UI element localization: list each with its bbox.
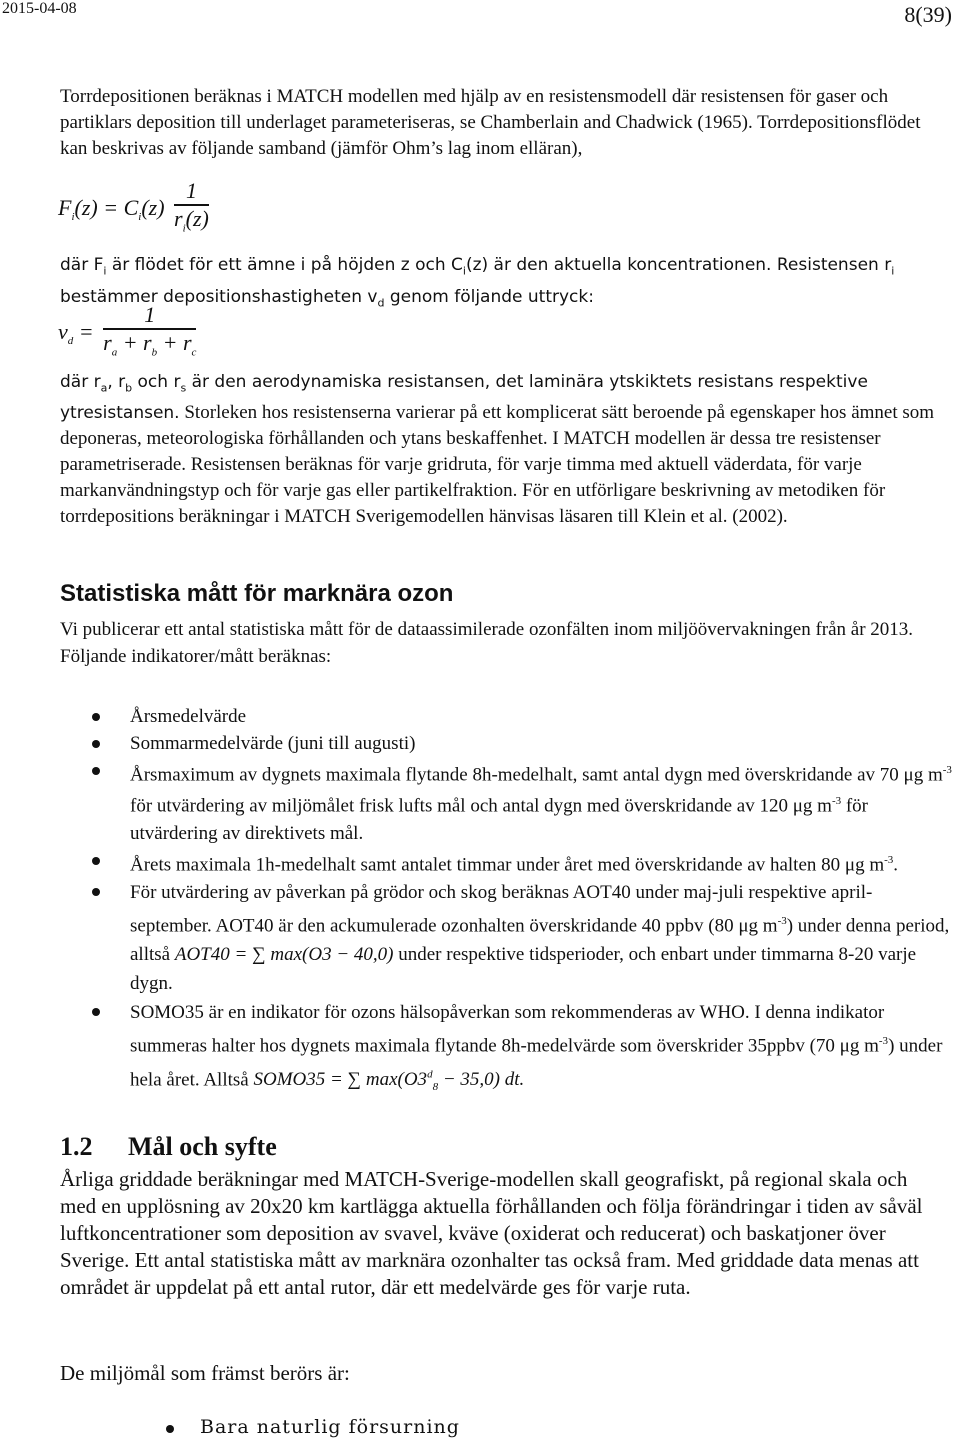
list-item: Årsmedelvärde: [92, 703, 952, 730]
equation-flux: $F_i(z) = C_i(z)$ $\frac{1}{r_i(z)}$: [58, 178, 209, 235]
header-date: 2015-04-08: [2, 0, 77, 17]
list-item: För utvärdering av påverkan på grödor och skog beräknas AOT40 under maj-juli respektive april-september. AOT40 är den ackumulerade ozonhalten överskridande 40 ppbv (80 μg $m^{-3}$) under denna period, alltså AOT40 = ∑ max(O3 − 40,0) under respektive tidsperioder, och enbart under timmarna 8-20 varje dygn.: [92, 878, 952, 998]
list-item: SOMO35 är en indikator för ozons hälsopåverkan som rekommenderas av WHO. I denna indikator summeras halter hos dygnets maximala flytande 8h-medelvärde som överskrider 35ppbv (70 μg $m^{-3}$) under hela året. Alltså SOMO35 = ∑ $\max(O3^d_8 - 35,0)$ dt.: [92, 998, 952, 1101]
paragraph-resistances: där $r_a$, $r_b$ och $r_s$ är den aerodynamiska resistansen, det laminära ytskiktets resistans respektive ytresistansen. Storleken hos resistenserna varierar på ett komplicerat sätt beroende på egenskaper hos ämnet som deponeras, meteorologiska förhållanden och ytans beskaffenhet. I MATCH modellen är dessa tre resistenser parametriserade. Resistensen beräknas för varje gridruta, för varje timma med aktuell väderdata, för varje markanvändningstyp och för varje gas eller partikelfraktion. För en utförligare beskrivning av metodiken för torrdepositions beräkningar i MATCH Sverigemodellen hänvisas läsaren till Klein et al. (2002).: [60, 372, 935, 528]
paragraph-ozone-intro: Vi publicerar ett antal statistiska mått för de dataassimilerade ozonfälten inom miljöövervakningen från år 2013. Följande indikatorer/mått beräknas:: [60, 619, 914, 667]
bullet-icon: [92, 1008, 100, 1016]
paragraph-dry-deposition: Torrdepositionen beräknas i MATCH modellen med hjälp av en resistensmodell där resistensen för gaser och partiklars deposition till underlaget parameteriseras, se Chamberlain and Chadwick (1965). Torrdepositionsflödet kan beskrivas av följande samband (jämför Ohm’s lag inom elläran),: [60, 86, 921, 159]
bullet-icon: [92, 767, 100, 775]
list-item: Årets maximala 1h-medelhalt samt antalet timmar under året med överskridande av halten 80 μg $m^{-3}$.: [92, 847, 952, 878]
list-item: Sommarmedelvärde (juni till augusti): [92, 730, 952, 757]
bullet-icon: [92, 740, 100, 748]
section-heading-goals: 1.2 Mål och syfte: [60, 1132, 277, 1161]
equation-somo35: SOMO35 = ∑ $\max(O3^d_8 - 35,0)$ dt.: [253, 1068, 525, 1093]
bullet-icon: [166, 1425, 174, 1433]
equation-aot40: AOT40 = ∑ max(O3 − 40,0): [174, 944, 394, 966]
header-page-number: 8(39): [904, 2, 952, 27]
list-item: Bara naturlig försurning: [166, 1416, 460, 1438]
paragraph-environment-goals: De miljömål som främst berörs är:: [60, 1361, 350, 1385]
bullet-icon: [92, 888, 100, 896]
paragraph-goals: Årliga griddade beräkningar med MATCH-Sverige-modellen skall geografiskt, på regional skala och med en upplösning av 20x20 km kartlägga aktuella förhållanden och följa förändringar i tiden av såväl luftkoncentrationer som deposition av svavel, kväve (oxiderat och reducerat) och baskatjoner över Sverige. Ett antal statistiska mått av marknära ozonhalter tas också fram. Med griddade data menas att området är uppdelat på ett antal rutor, där ett medelvärde ges för varje ruta.: [60, 1167, 923, 1299]
list-item: Årsmaximum av dygnets maximala flytande 8h-medelhalt, samt antal dygn med överskridande av 70 μg $m^{-3}$ för utvärdering av miljömålet frisk lufts mål och antal dygn med överskridande av 120 μg $m^{-3}$ för utvärdering av direktivets mål.: [92, 757, 952, 847]
paragraph-flux-description: där $F_i$ är flödet för ett ämne i på höjden z och $C_i(z)$ är den aktuella koncentrationen. Resistensen $r_i$ bestämmer depositionshastigheten $v_d$ genom följande uttryck:: [60, 255, 895, 310]
indicator-list: [92, 703, 952, 1102]
bullet-icon: [92, 857, 100, 865]
environment-goal-list: [166, 1416, 460, 1438]
equation-deposition-velocity: $v_d$ = $\frac{1}{r_a + r_b + r_c}$: [58, 302, 197, 359]
heading-ozone-statistics: Statistiska mått för marknära ozon: [60, 580, 454, 607]
bullet-icon: [92, 713, 100, 721]
